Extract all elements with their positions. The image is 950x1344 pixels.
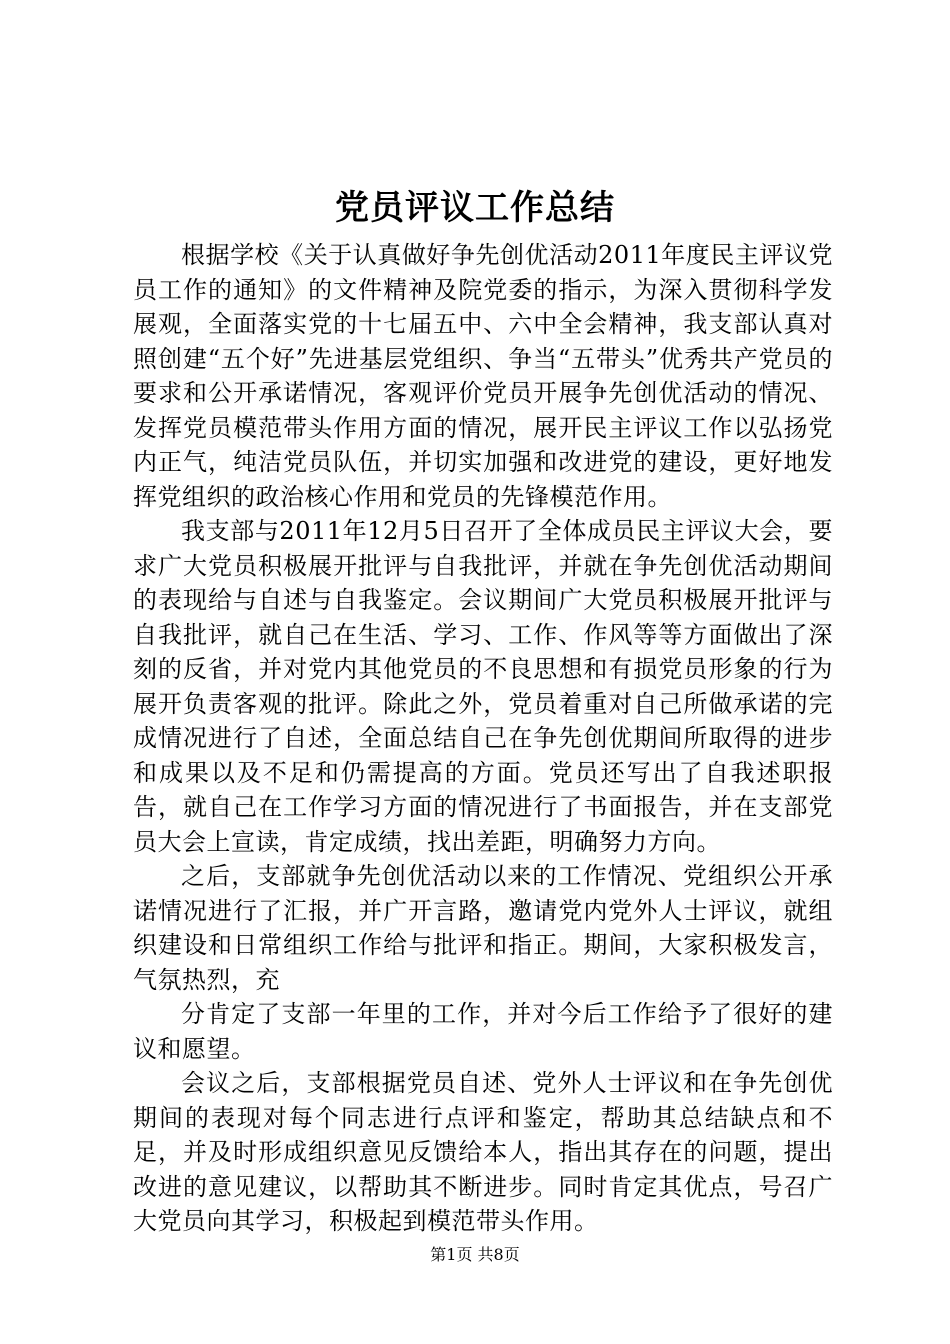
body-paragraph-5: 会议之后，支部根据党员自述、党外人士评议和在争先创优期间的表现对每个同志进行点评和鉴定，帮助其总结缺点和不足，并及时形成组织意见反馈给本人，指出其存在的问题，提出改进的意见建议，以帮助其不断进步。同时肯定其优点，号召广大党员向其学习，积极起到模范带头作用。 [133, 1069, 833, 1235]
body-paragraph-1: 根据学校《关于认真做好争先创优活动2011年度民主评议党员工作的通知》的文件精神及院党委的指示，为深入贯彻科学发展观，全面落实党的十七届五中、六中全会精神，我支部认真对照创建“五个好”先进基层党组织、争当“五带头”优秀共产党员的要求和公开承诺情况，客观评价党员开展争先创优活动的情况、发挥党员模范带头作用方面的情况，展开民主评议工作以弘扬党内正气，纯洁党员队伍，并切实加强和改进党的建设，更好地发挥党组织的政治核心作用和党员的先锋模范作用。 [133, 241, 833, 511]
body-paragraph-4: 分肯定了支部一年里的工作，并对今后工作给予了很好的建议和愿望。 [133, 1000, 833, 1063]
body-paragraph-3: 之后，支部就争先创优活动以来的工作情况、党组织公开承诺情况进行了汇报，并广开言路，邀请党内党外人士评议，就组织建设和日常组织工作给与批评和指正。期间，大家积极发言，气氛热烈，充 [133, 862, 833, 994]
body-paragraph-2: 我支部与2011年12月5日召开了全体成员民主评议大会，要求广大党员积极展开批评与自我批评，并就在争先创优活动期间的表现给与自述与自我鉴定。会议期间广大党员积极展开批评与自我批评，就自己在生活、学习、工作、作风等等方面做出了深刻的反省，并对党内其他党员的不良思想和有损党员形象的行为展开负责客观的批评。除此之外，党员着重对自己所做承诺的完成情况进行了自述，全面总结自己在争先创优期间所取得的进步和成果以及不足和仍需提高的方面。党员还写出了自我述职报告，就自己在工作学习方面的情况进行了书面报告，并在支部党员大会上宣读，肯定成绩，找出差距，明确努力方向。 [133, 517, 833, 856]
document-title: 党员评议工作总结 [335, 188, 615, 228]
page-number: 第1页 [430, 1245, 473, 1264]
page-footer [0, 1243, 950, 1267]
page-total: 共8页 [477, 1245, 520, 1264]
document-body [133, 238, 833, 1239]
